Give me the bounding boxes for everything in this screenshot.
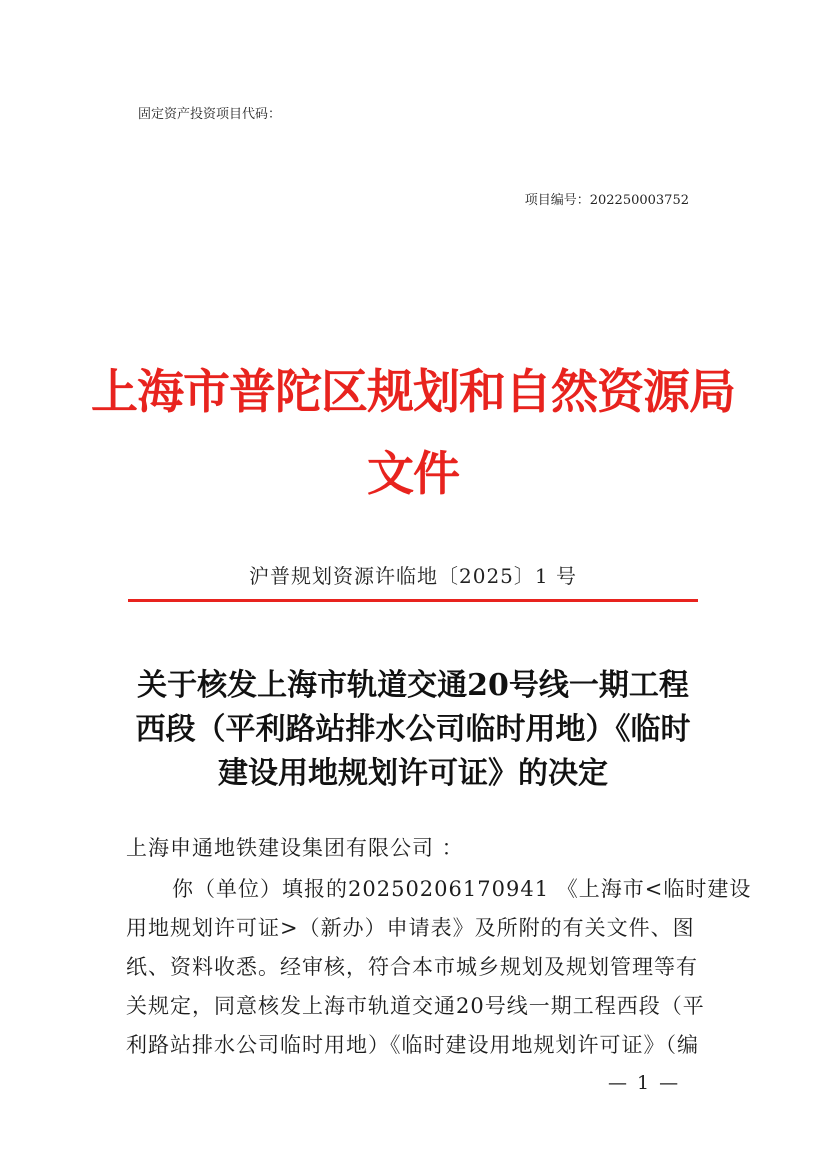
issuer-doc-type: 文件 — [367, 447, 459, 502]
addressee: 上海申通地铁建设集团有限公司 ： — [126, 836, 464, 860]
page-number: — 1 — — [608, 1072, 681, 1094]
body-text-line: 用地规划许可证>（新办）申请表》及所附的有关文件、图 — [126, 916, 695, 940]
body-text-line: 纸、资料收悉。经审核，符合本市城乡规划及规划管理等有 — [126, 955, 698, 979]
document-title-line: 西段（平利路站排水公司临时用地）《临时 — [135, 712, 691, 747]
issuer-name: 上海市普陀区规划和自然资源局 — [91, 365, 735, 420]
document-number: 沪普规划资源许临地〔2025〕1 号 — [249, 564, 577, 588]
project-number: 项目编号：202250003752 — [524, 193, 689, 208]
body-text-line: 你（单位）填报的20250206170941 《上海市<临时建设 — [172, 877, 752, 901]
document-title-line: 建设用地规划许可证》的决定 — [218, 756, 608, 791]
body-text-line: 关规定，同意核发上海市轨道交通20号线一期工程西段（平 — [126, 994, 705, 1018]
body-text-line: 利路站排水公司临时用地）《临时建设用地规划许可证》（编 — [126, 1033, 699, 1057]
investment-code-label: 固定资产投资项目代码： — [138, 107, 282, 122]
red-divider — [128, 599, 698, 602]
document-title-line: 关于核发上海市轨道交通20号线一期工程 — [137, 668, 689, 703]
